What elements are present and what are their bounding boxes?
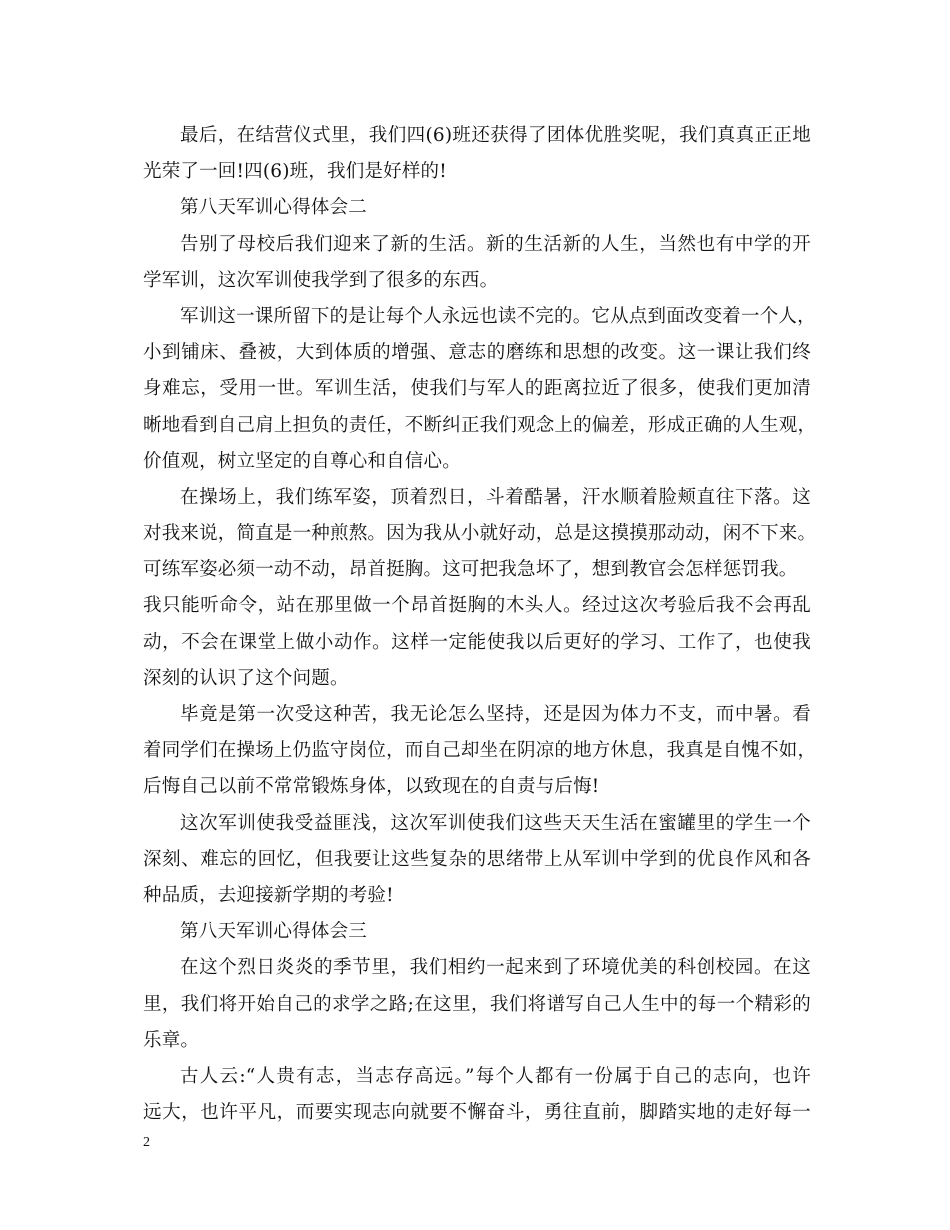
text-line: 着同学们在操场上仍监守岗位，而自己却坐在阴凉的地方休息，我真是自愧不如， bbox=[143, 740, 817, 762]
text-line: 学军训，这次军训使我学到了很多的东西。 bbox=[143, 269, 499, 291]
text-line: 后悔自己以前不常常锻炼身体，以致现在的自责与后悔! bbox=[143, 776, 600, 798]
text-line: 在这个烈日炎炎的季节里，我们相约一起来到了环境优美的科创校园。在这 bbox=[180, 957, 811, 979]
text-line: 光荣了一回!四(6)班，我们是好样的! bbox=[143, 161, 447, 183]
text-line: 在操场上，我们练军姿，顶着烈日，斗着酷暑，汗水顺着脸颊直往下落。这 bbox=[180, 486, 811, 508]
text-line: 身难忘，受用一世。军训生活，使我们与军人的距离拉近了很多，使我们更加清 bbox=[143, 378, 811, 400]
text-line: 价值观，树立坚定的自尊心和自信心。 bbox=[143, 450, 461, 472]
text-line: 乐章。 bbox=[143, 1029, 200, 1051]
text-line: 古人云:“人贵有志，当志存高远。”每个人都有一份属于自己的志向，也许 bbox=[180, 1065, 811, 1087]
text-line: 远大，也许平凡，而要实现志向就要不懈奋斗，勇往直前，脚踏实地的走好每一 bbox=[143, 1102, 811, 1124]
text-line: 对我来说，简直是一种煎熬。因为我从小就好动，总是这摸摸那动动，闲不下来。 bbox=[143, 523, 817, 545]
text-line: 第八天军训心得体会三 bbox=[180, 921, 368, 943]
text-line: 可练军姿必须一动不动，昂首挺胸。这可把我急坏了，想到教官会怎样惩罚我。 bbox=[143, 559, 798, 581]
text-line: 动，不会在课堂上做小动作。这样一定能使我以后更好的学习、工作了，也使我 bbox=[143, 631, 811, 653]
text-line: 深刻、难忘的回忆，但我要让这些复杂的思绪带上从军训中学到的优良作风和各 bbox=[143, 848, 811, 870]
text-line: 种品质，去迎接新学期的考验! bbox=[143, 884, 394, 906]
text-line: 我只能听命令，站在那里做一个昂首挺胸的木头人。经过这次考验后我不会再乱 bbox=[143, 595, 811, 617]
page-number: 2 bbox=[143, 1135, 150, 1150]
text-line: 毕竟是第一次受这种苦，我无论怎么坚持，还是因为体力不支，而中暑。看 bbox=[180, 704, 811, 725]
text-line: 告别了母校后我们迎来了新的生活。新的生活新的人生，当然也有中学的开 bbox=[180, 233, 811, 255]
text-line: 这次军训使我受益匪浅，这次军训使我们这些天天生活在蜜罐里的学生一个 bbox=[180, 812, 811, 834]
document-body bbox=[143, 118, 817, 1131]
text-line: 军训这一课所留下的是让每个人永远也读不完的。它从点到面改变着一个人， bbox=[180, 305, 816, 327]
text-line: 里，我们将开始自己的求学之路;在这里，我们将谱写自己人生中的每一个精彩的 bbox=[143, 993, 811, 1015]
text-line: 晰地看到自己肩上担负的责任，不断纠正我们观念上的偏差，形成正确的人生观， bbox=[143, 414, 817, 436]
text-line: 小到铺床、叠被，大到体质的增强、意志的磨练和思想的改变。这一课让我们终 bbox=[143, 342, 811, 364]
text-line: 深刻的认识了这个问题。 bbox=[143, 667, 349, 689]
text-line: 最后，在结营仪式里，我们四(6)班还获得了团体优胜奖呢，我们真真正正地 bbox=[180, 125, 811, 146]
text-line: 第八天军训心得体会二 bbox=[180, 197, 368, 219]
